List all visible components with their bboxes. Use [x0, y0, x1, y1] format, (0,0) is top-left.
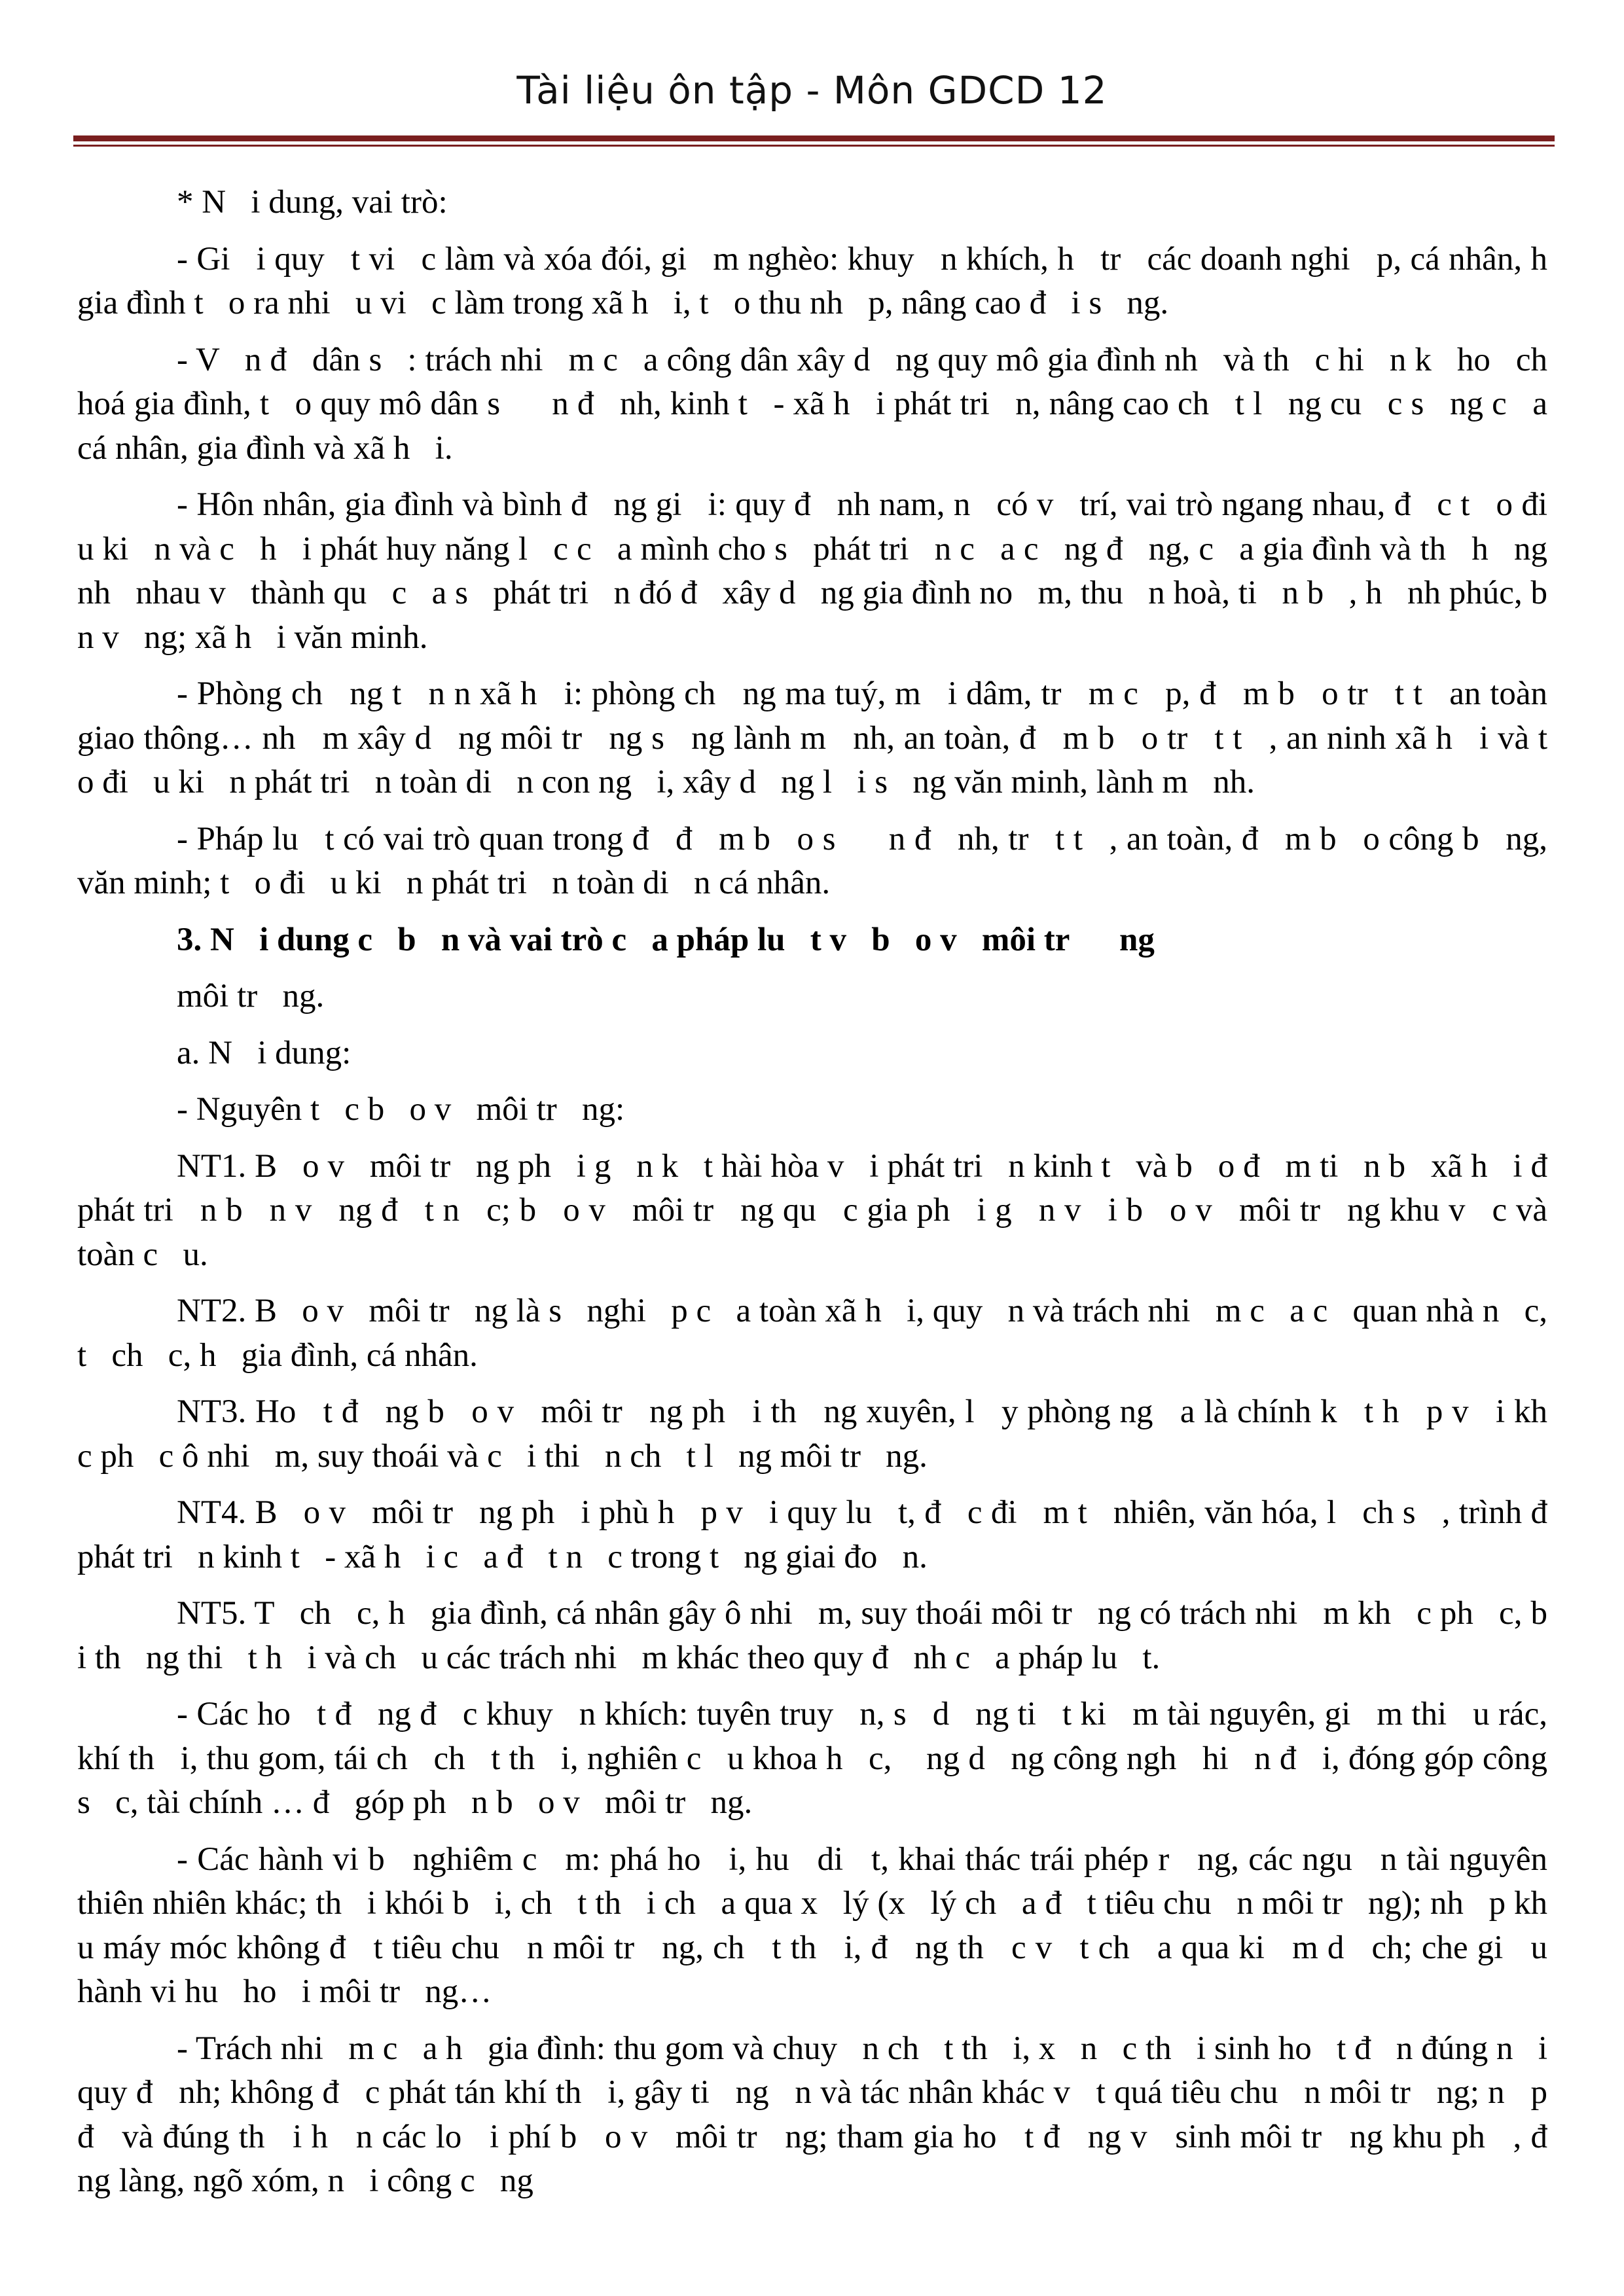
paragraph-nt5: NT5. T ch c, h gia đình, cá nhân gây ô nhi m, suy thoái môi tr ng có trách nhi m kh c ph c, b i th ng thi t h i và ch u các trách nhi m khác theo quy đ nh c a pháp lu t.: [77, 1595, 1573, 1676]
paragraph-environment-continuation: môi tr ng.: [177, 978, 325, 1014]
paragraph-nt4: NT4. B o v môi tr ng ph i phù h p v i quy lu t, đ c đi m t nhiên, văn hóa, l ch s , trình đ phát tri n kinh t - xã h i c a đ t n c trong t ng giai đo n.: [77, 1494, 1573, 1575]
document-body: [77, 181, 1573, 2216]
paragraph-prohibited-acts: - Các hành vi b nghiêm c m: phá ho i, hu di t, khai thác trái phép r ng, các ngu n tài nguyên thiên nhiên khác; th i khói b i, ch t th i ch a qua x lý (x lý ch a đ t tiêu chu n môi tr ng); nh p kh u máy móc không đ t tiêu chu n môi tr ng, ch t th i, đ ng th c v t ch a qua ki m d ch; che gi u hành vi hu ho i môi tr ng…: [77, 1840, 1573, 2010]
paragraph-employment: - Gi i quy t vi c làm và xóa đói, gi m nghèo: khuy n khích, h tr các doanh nghi p, cá nhân, h gia đình t o ra nhi u vi c làm trong xã h i, t o thu nh p, nâng cao đ i s ng.: [77, 240, 1573, 321]
header-rule-thin: [73, 145, 1555, 147]
paragraph-nt3: NT3. Ho t đ ng b o v môi tr ng ph i th ng xuyên, l y phòng ng a là chính k t h p v i kh c ph c ô nhi m, suy thoái và c i thi n ch t l ng môi tr ng.: [77, 1393, 1573, 1475]
paragraph-principles-heading: - Nguyên t c b o v môi tr ng:: [177, 1091, 625, 1128]
paragraph-nt2: NT2. B o v môi tr ng là s nghi p c a toàn xã h i, quy n và trách nhi m c a c quan nhà n c, t ch c, h gia đình, cá nhân.: [77, 1293, 1556, 1374]
paragraph-household-responsibility: - Trách nhi m c a h gia đình: thu gom và chuy n ch t th i, x n c th i sinh ho t đ n đúng n i quy đ nh; không đ c phát tán khí th i, gây ti ng n và tác nhân khác v t quá tiêu chu n môi tr ng; n p đ và đúng th i h n các lo i phí b o v môi tr ng; tham gia ho t đ ng v sinh môi tr ng khu ph , đ ng làng, ngõ xóm, n i công c ng: [77, 2030, 1573, 2199]
paragraph-social-evils: - Phòng ch ng t n n xã h i: phòng ch ng ma tuý, m i dâm, tr m c p, đ m b o tr t t an toàn giao thông… nh m xây d ng môi tr ng s ng lành m nh, an toàn, đ m b o tr t t , an ninh xã h i và t o đi u ki n phát tri n toàn di n con ng i, xây d ng l i s ng văn minh, lành m nh.: [77, 675, 1573, 800]
header-rule-thick: [73, 135, 1555, 141]
paragraph-marriage-family: - Hôn nhân, gia đình và bình đ ng gi i: quy đ nh nam, n có v trí, vai trò ngang nhau, đ c t o đi u ki n và c h i phát huy năng l c c a mình cho s phát tri n c a c ng đ ng, c a gia đình và th h ng nh nhau v thành qu c a s phát tri n đó đ xây d ng gia đình no m, thu n hoà, ti n b , h nh phúc, b n v ng; xã h i văn minh.: [77, 486, 1573, 656]
paragraph-population: - V n đ dân s : trách nhi m c a công dân xây d ng quy mô gia đình nh và th c hi n k ho ch hoá gia đình, t o quy mô dân s n đ nh, kinh t - xã h i phát tri n, nâng cao ch t l ng cu c s ng c a cá nhân, gia đình và xã h i.: [77, 341, 1556, 467]
paragraph-nt1: NT1. B o v môi tr ng ph i g n k t hài hòa v i phát tri n kinh t và b o đ m ti n b xã h i đ phát tri n b n v ng đ t n c; b o v môi tr ng qu c gia ph i g n v i b o v môi tr ng khu v c và toàn c u.: [77, 1147, 1573, 1273]
paragraph-encouraged-activities: - Các ho t đ ng đ c khuy n khích: tuyên truy n, s d ng ti t ki m tài nguyên, gi m thi u rác, khí th i, thu gom, tái ch ch t th i, nghiên c u khoa h c, ng d ng công ngh hi n đ i, đóng góp công s c, tài chính … đ góp ph n b o v môi tr ng.: [77, 1696, 1556, 1821]
paragraph-law-role: - Pháp lu t có vai trò quan trong đ đ m b o s n đ nh, tr t t , an toàn, đ m b o công b ng, văn minh; t o đi u ki n phát tri n toàn di n cá nhân.: [77, 820, 1556, 901]
paragraph-subheading-content: a. N i dung:: [177, 1034, 352, 1071]
paragraph-content-heading: * N i dung, vai trò:: [177, 184, 448, 221]
page-header-title: Tài liệu ôn tập - Môn GDCD 12: [516, 68, 1108, 113]
section-heading-environment: 3. N i dung c b n và vai trò c a pháp lu t v b o v môi tr ng: [177, 921, 1155, 958]
